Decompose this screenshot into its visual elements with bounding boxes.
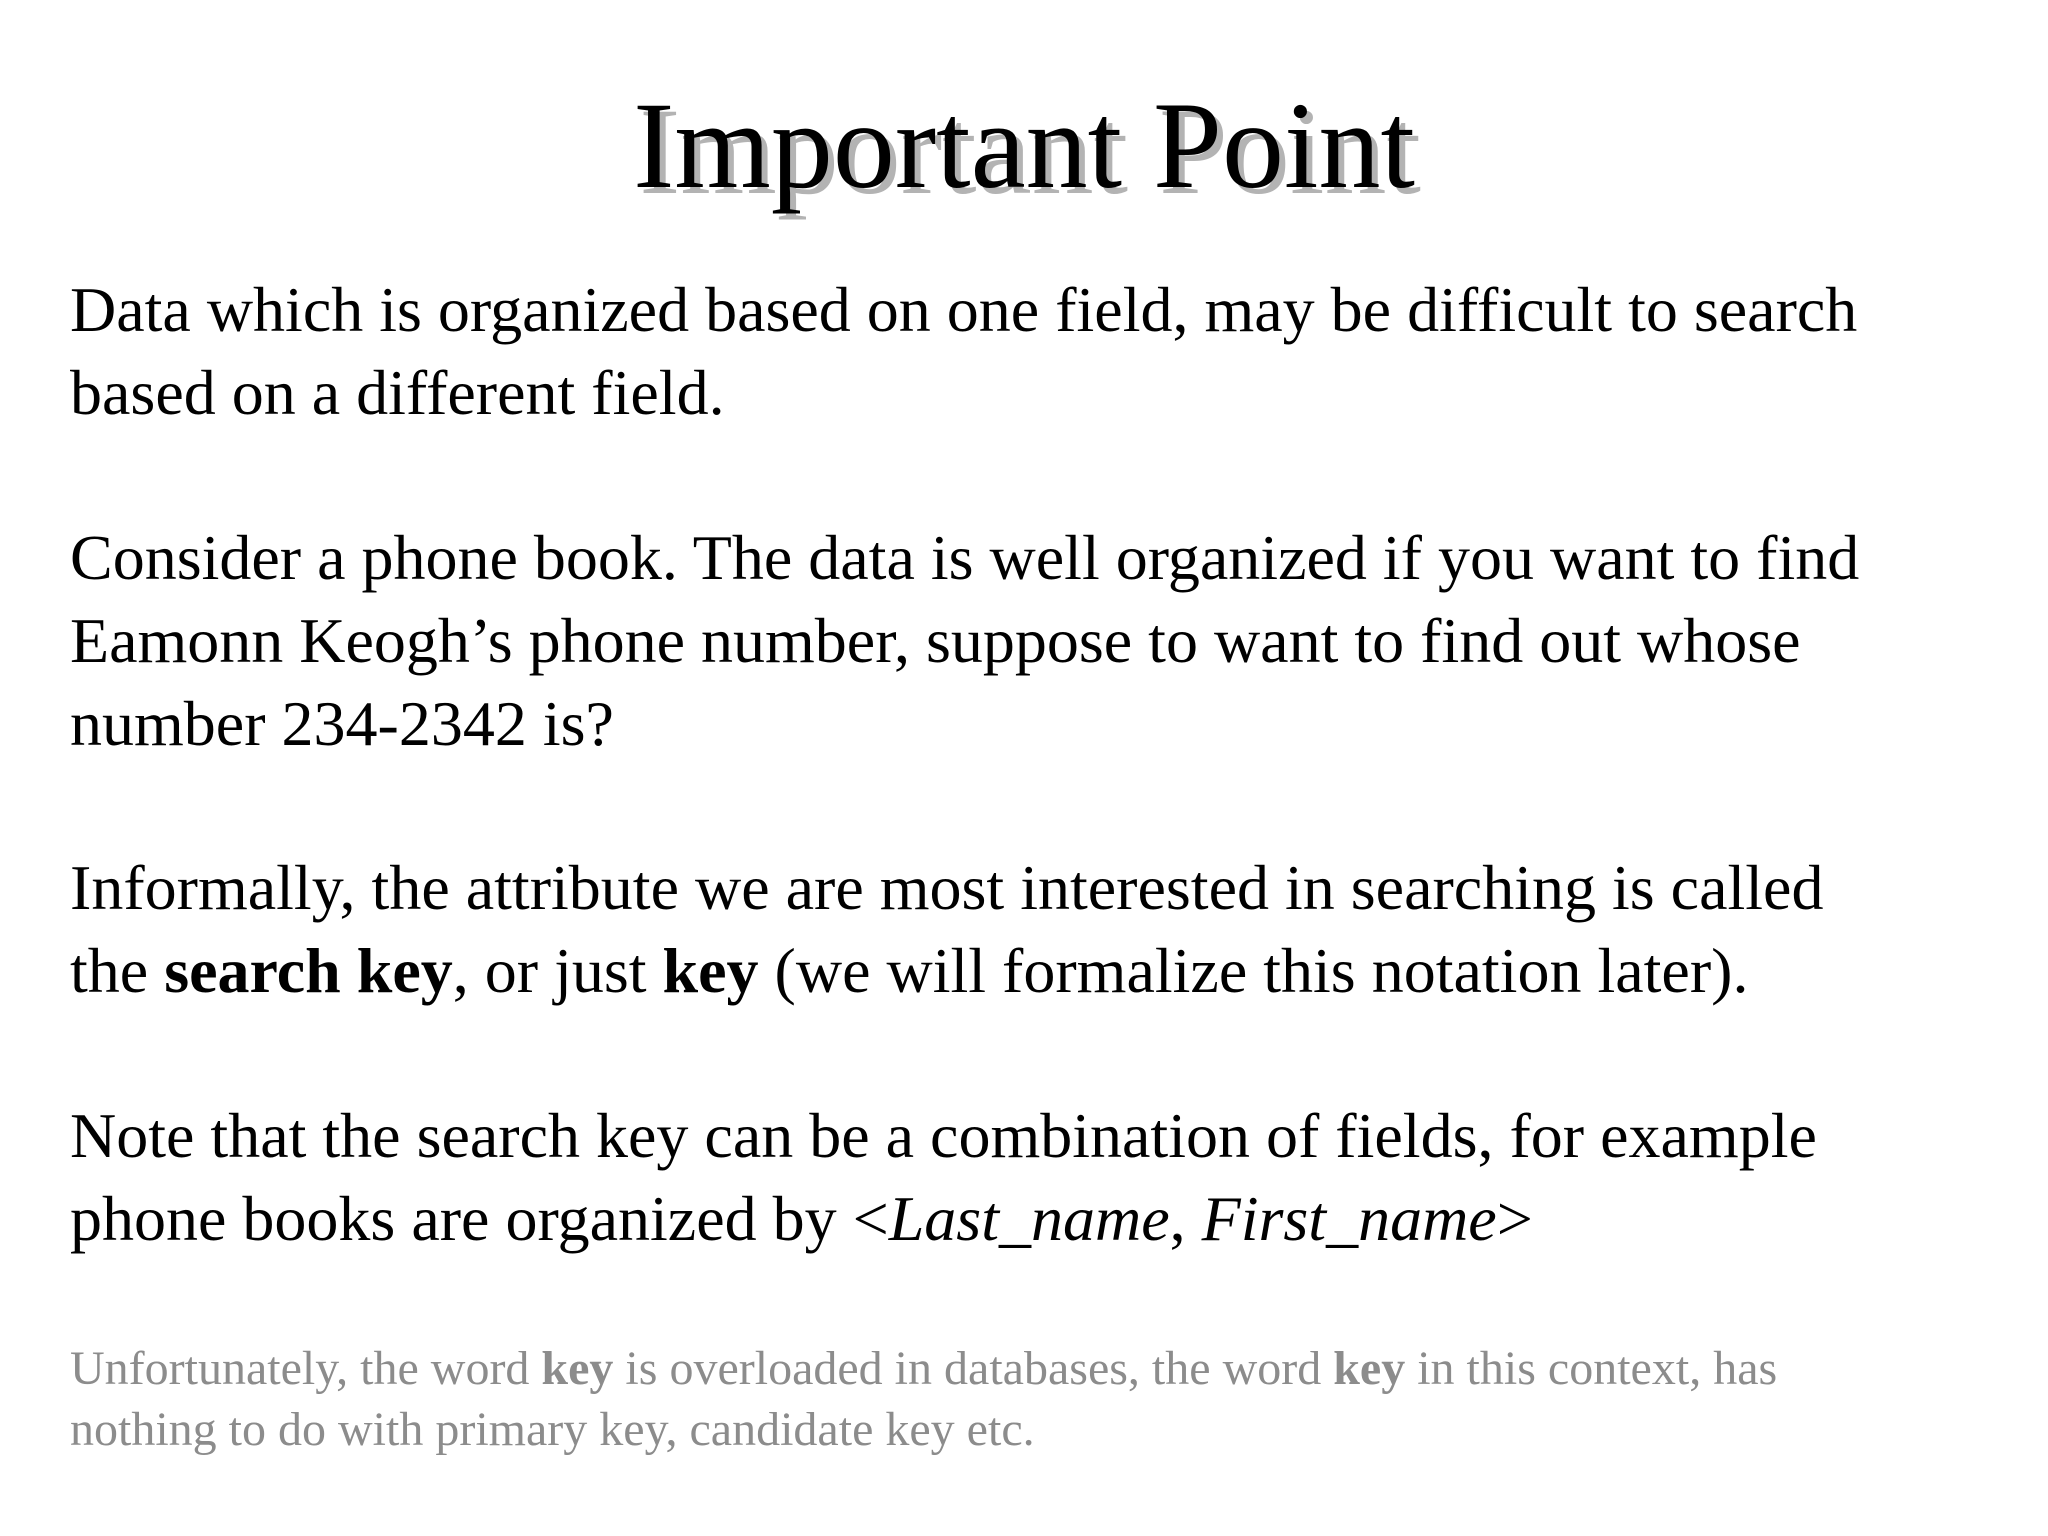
slide-title: Important Point	[633, 77, 1415, 214]
paragraph-line	[70, 929, 2030, 1012]
paragraph-line: based on a different field.	[70, 357, 725, 428]
paragraph-combination-key	[70, 1094, 2030, 1260]
text-run: phone books are organized by <	[70, 1183, 889, 1254]
paragraph-line: Data which is organized based on one field, may be difficult to search	[70, 274, 1858, 345]
paragraph-search-key	[70, 846, 2030, 1012]
text-run: is overloaded in databases, the word	[613, 1342, 1334, 1395]
text-run: >	[1496, 1183, 1533, 1254]
text-run: (we will formalize this notation later).	[758, 935, 1749, 1006]
text-run: the	[70, 935, 165, 1006]
paragraph-line: Note that the search key can be a combination of fields, for example	[70, 1100, 1817, 1171]
text-run: Unfortunately, the word	[70, 1342, 542, 1395]
paragraph-data-organization	[70, 268, 2030, 434]
text-run: ,	[1169, 1183, 1202, 1254]
footnote-key-overloaded	[70, 1338, 2030, 1460]
text-run: , or just	[452, 935, 663, 1006]
bold-term-key: key	[662, 935, 759, 1006]
paragraph-line: Informally, the attribute we are most interested in searching is called	[70, 852, 1824, 923]
paragraph-line: Eamonn Keogh’s phone number, suppose to want to find out whose	[70, 605, 1801, 676]
italic-term-first-name: First_name	[1201, 1183, 1497, 1254]
bold-term-key: key	[1333, 1342, 1406, 1395]
bold-term-search-key: search key	[164, 935, 453, 1006]
note-line: nothing to do with primary key, candidate key etc.	[70, 1403, 1035, 1456]
paragraph-line	[70, 1177, 2030, 1260]
text-run: in this context, has	[1405, 1342, 1778, 1395]
note-line	[70, 1338, 2030, 1399]
italic-term-last-name: Last_name	[888, 1183, 1170, 1254]
bold-term-key: key	[541, 1342, 614, 1395]
paragraph-line: number 234-2342 is?	[70, 688, 614, 759]
paragraph-line: Consider a phone book. The data is well organized if you want to find	[70, 522, 1860, 593]
paragraph-phone-book	[70, 516, 2030, 765]
